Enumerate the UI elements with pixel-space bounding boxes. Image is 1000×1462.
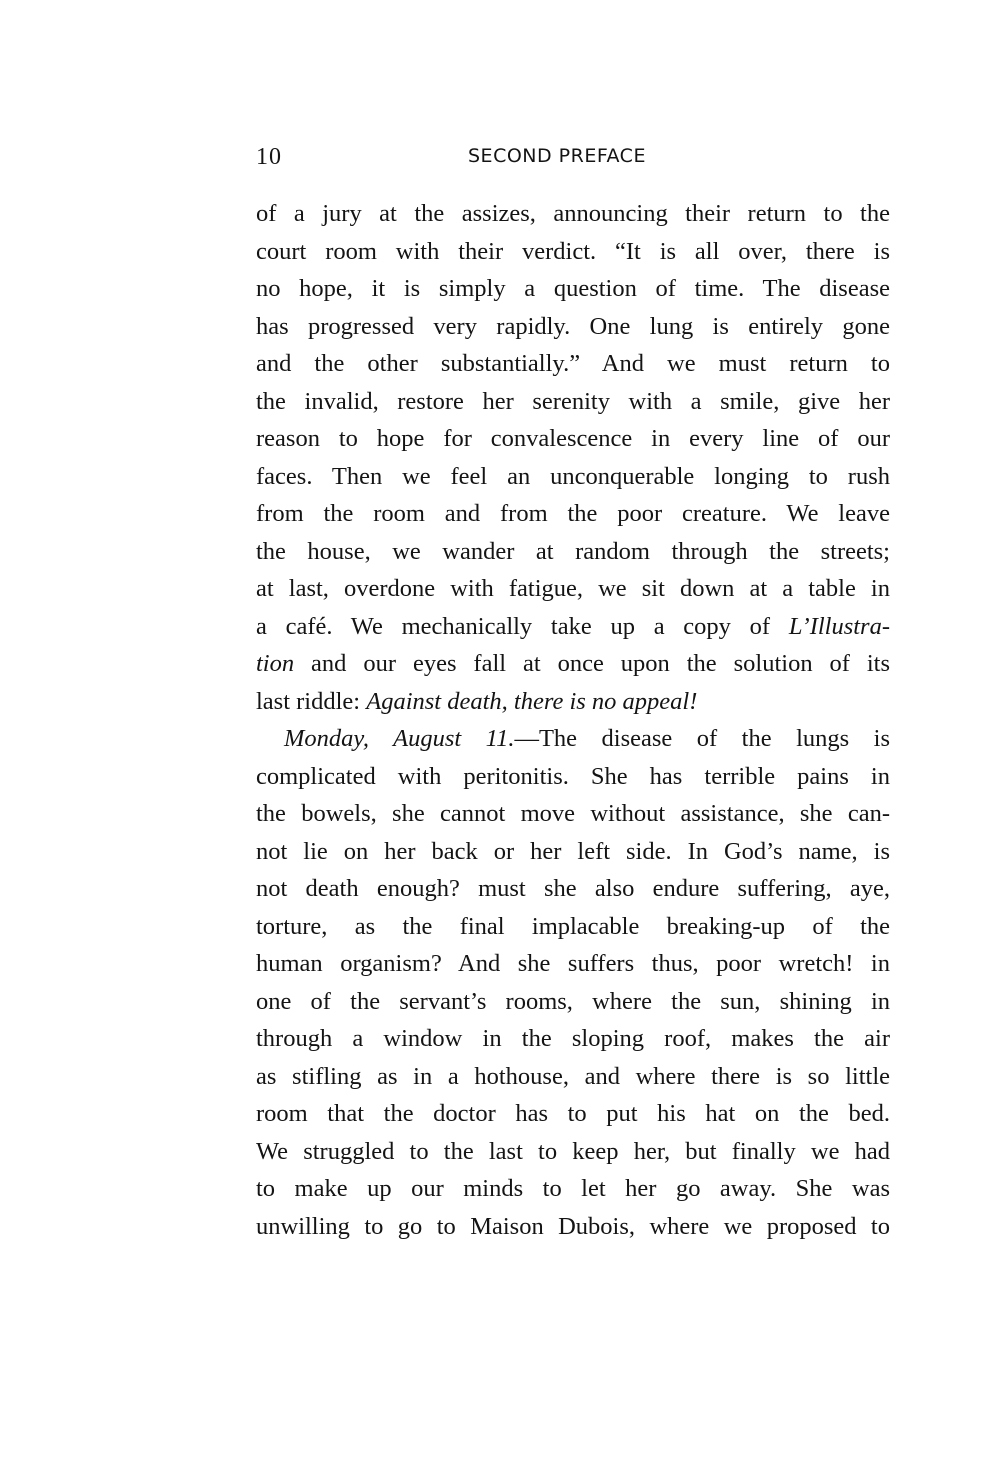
text-line: the invalid, restore her serenity with a smile, give her xyxy=(256,387,890,415)
text-line: reason to hope for convalescence in every line of our xyxy=(256,425,890,452)
text-line: human organism? And she suffers thus, poor wretch! in xyxy=(256,950,890,977)
text-line: as stifling as in a hothouse, and where there is so little xyxy=(256,1062,890,1090)
running-head xyxy=(256,144,890,172)
page-number: 10 xyxy=(256,144,282,170)
text-run: a café. We mechanically take up a copy of xyxy=(256,612,789,640)
text-line: room that the doctor has to put his hat on the bed. xyxy=(256,1100,890,1127)
text-line: to make up our minds to let her go away. She was xyxy=(256,1175,890,1202)
paragraph-start-line xyxy=(256,720,890,758)
italic-quote: Against death, there is no appeal! xyxy=(366,687,698,715)
diary-date: Monday, August 11. xyxy=(284,725,515,752)
text-line: at last, overdone with fatigue, we sit down at a table in xyxy=(256,575,890,602)
text-line: unwilling to go to Maison Dubois, where we proposed to xyxy=(256,1212,890,1240)
text-run: last riddle: xyxy=(256,687,367,715)
text-line: court room with their verdict. “It is all over, there is xyxy=(256,237,890,265)
text-line: the house, we wander at random through the streets; xyxy=(256,537,890,565)
body-text xyxy=(256,195,890,1245)
text-run: —The disease of the lungs is xyxy=(514,725,890,752)
italic-title: L’Illustra- xyxy=(788,612,890,640)
text-line: not death enough? must she also endure suffering, aye, xyxy=(256,875,890,902)
text-line xyxy=(256,645,890,683)
text-line: from the room and from the poor creature. We leave xyxy=(256,500,890,527)
text-line: of a jury at the assizes, announcing their return to the xyxy=(256,200,890,227)
text-line: one of the servant’s rooms, where the sun, shining in xyxy=(256,987,890,1015)
text-run: and our eyes fall at once upon the solution of its xyxy=(294,650,890,677)
text-line: faces. Then we feel an unconquerable longing to rush xyxy=(256,462,890,490)
running-title: SECOND PREFACE xyxy=(468,145,646,167)
italic-title: tion xyxy=(256,650,295,677)
text-line: the bowels, she cannot move without assistance, she can- xyxy=(256,800,890,827)
text-line: torture, as the final implacable breaking-up of the xyxy=(256,912,890,940)
text-line: has progressed very rapidly. One lung is entirely gone xyxy=(256,312,890,340)
text-line: not lie on her back or her left side. In God’s name, is xyxy=(256,837,890,865)
text-line: complicated with peritonitis. She has terrible pains in xyxy=(256,762,890,790)
paragraph-end-line xyxy=(256,683,890,721)
text-line: and the other substantially.” And we must return to xyxy=(256,350,890,377)
text-line: no hope, it is simply a question of time. The disease xyxy=(256,275,890,302)
text-line: through a window in the sloping roof, makes the air xyxy=(256,1025,890,1052)
text-line: We struggled to the last to keep her, but finally we had xyxy=(256,1137,890,1165)
text-line xyxy=(256,608,890,646)
